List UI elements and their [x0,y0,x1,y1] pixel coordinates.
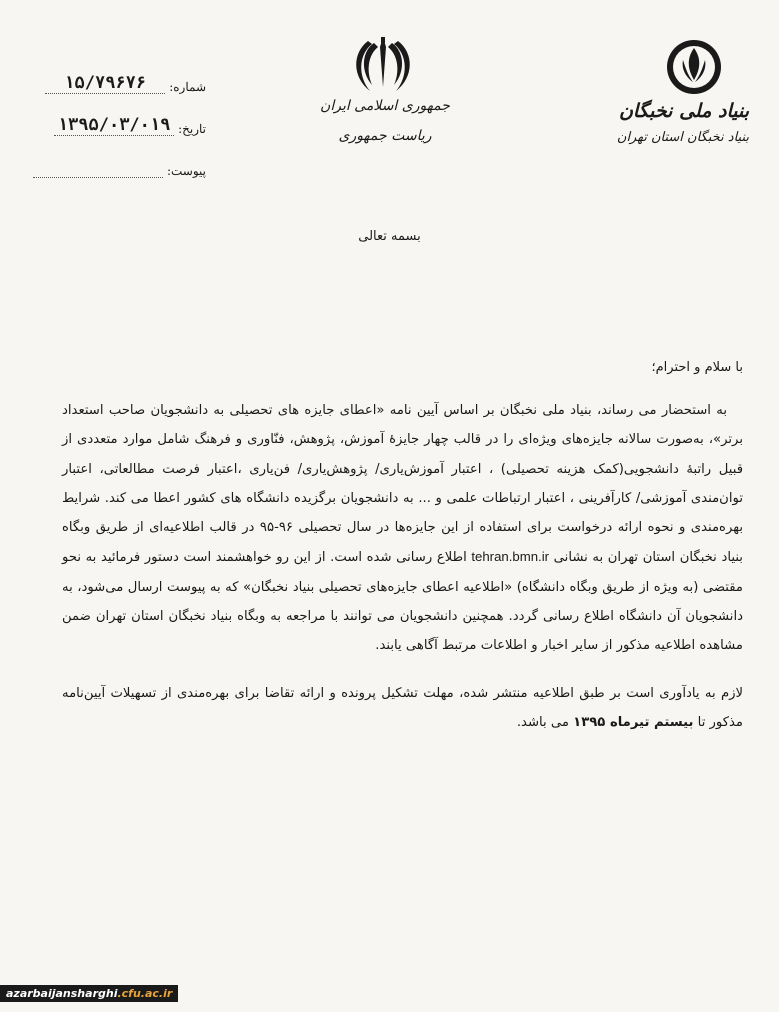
letter-date-row [26,94,206,136]
bonyad-logo-icon [665,38,723,96]
org-subtitle: بنیاد نخبگان استان تهران [616,130,749,145]
body-paragraph-2 [62,679,743,738]
body-paragraph-1-part-a: به استحضار می رساند، بنیاد ملی نخبگان بر اساس آیین نامه «اعطای جایزه های تحصیلی به دانشجویان صاحب استعداد برتر»، به‌صورت سالانه جایزه‌های ویژه‌ای را در قالب چهار جایزۀ آموزش، پژوهش، فنّاوری و فرهنگ شامل موارد متعددی از قبیل راتبۀ دانشجویی(کمک هزینه تحصیلی) ، اعتبار آموزش‌یاری/ پژوهش‌یاری/ فن‌یاری ،اعتبار فرصت مطالعاتی، اعتبار توان‌مندی آموزشی/ کارآفرینی ، اعتبار ارتباطات علمی و ... به دانشجویان برگزیده دانشگاه های کشور اعطا می کند. شرایط بهره‌مندی و نحوه ارائه درخواست برای استفاده از این جایزه‌ها در سال تحصیلی ۹۶-۹۵ در قالب اطلاعیه‌ای از طریق وبگاه بنیاد نخبگان استان تهران به نشانی [62,403,743,566]
org-name: بنیاد ملی نخبگان [618,100,749,122]
letter-attachment-row [26,136,206,178]
letter-number-label: شماره: [169,80,206,94]
letter-date-label: تاریخ: [178,122,206,136]
body-paragraph-1-part-b: اطلاع رسانی شده است. از این رو خواهشمند است دستور فرمائید به نحو مقتضی (به ویژه از طریق وبگاه دانشگاه) «اطلاعیه اعطای جایزه‌های تحصیلی بنیاد نخبگان» که به پیوست ارسال می‌شود، به دانشجویان آن دانشگاه اطلاع رسانی گردد. همچنین دانشجویان می توانند با مراجعه به وبگاه بنیاد نخبگان استان تهران ضمن مشاهده اطلاعیه مذکور از سایر اخبار و اطلاعات مرتبط آگاهی یابند. [62,550,743,654]
website-link[interactable]: tehran.bmn.ir [471,549,550,565]
source-site-accent: .cfu.ac.ir [117,987,173,1000]
body-paragraph-2-part-b: می باشد. [516,714,569,730]
source-site-main: azarbaijansharghi [6,987,118,1000]
center-header-line2: ریاست جمهوری [338,128,432,144]
deadline-text: بیستم تیرماه ۱۳۹۵ [573,714,694,730]
letter-body [62,396,743,737]
letter-meta [26,52,206,178]
center-header-line1: جمهوری اسلامی ایران [320,98,450,114]
letter-attachment-label: پیوست: [166,164,206,178]
letter-date-value: ۱۳۹۵/۰۳/۰۱۹ [54,115,174,136]
body-paragraph-2-part-a: لازم به یادآوری است بر طبق اطلاعیه منتشر شده، مهلت تشکیل پرونده و ارائه تقاضا برای بهره‌مندی از تسهیلات آیین‌نامه مذکور تا [62,685,743,730]
letter-number-value: ۱۵/۷۹۶۷۶ [45,73,165,94]
salutation: با سلام و احترام؛ [651,360,743,375]
source-watermark [0,985,178,1002]
body-paragraph-1 [62,396,743,661]
center-header [320,98,450,158]
iran-emblem-icon [348,35,418,95]
letter-attachment-value [33,161,163,178]
bismillah: بسمه تعالی [358,229,421,244]
letter-number-row [26,52,206,94]
org-header [609,100,749,145]
